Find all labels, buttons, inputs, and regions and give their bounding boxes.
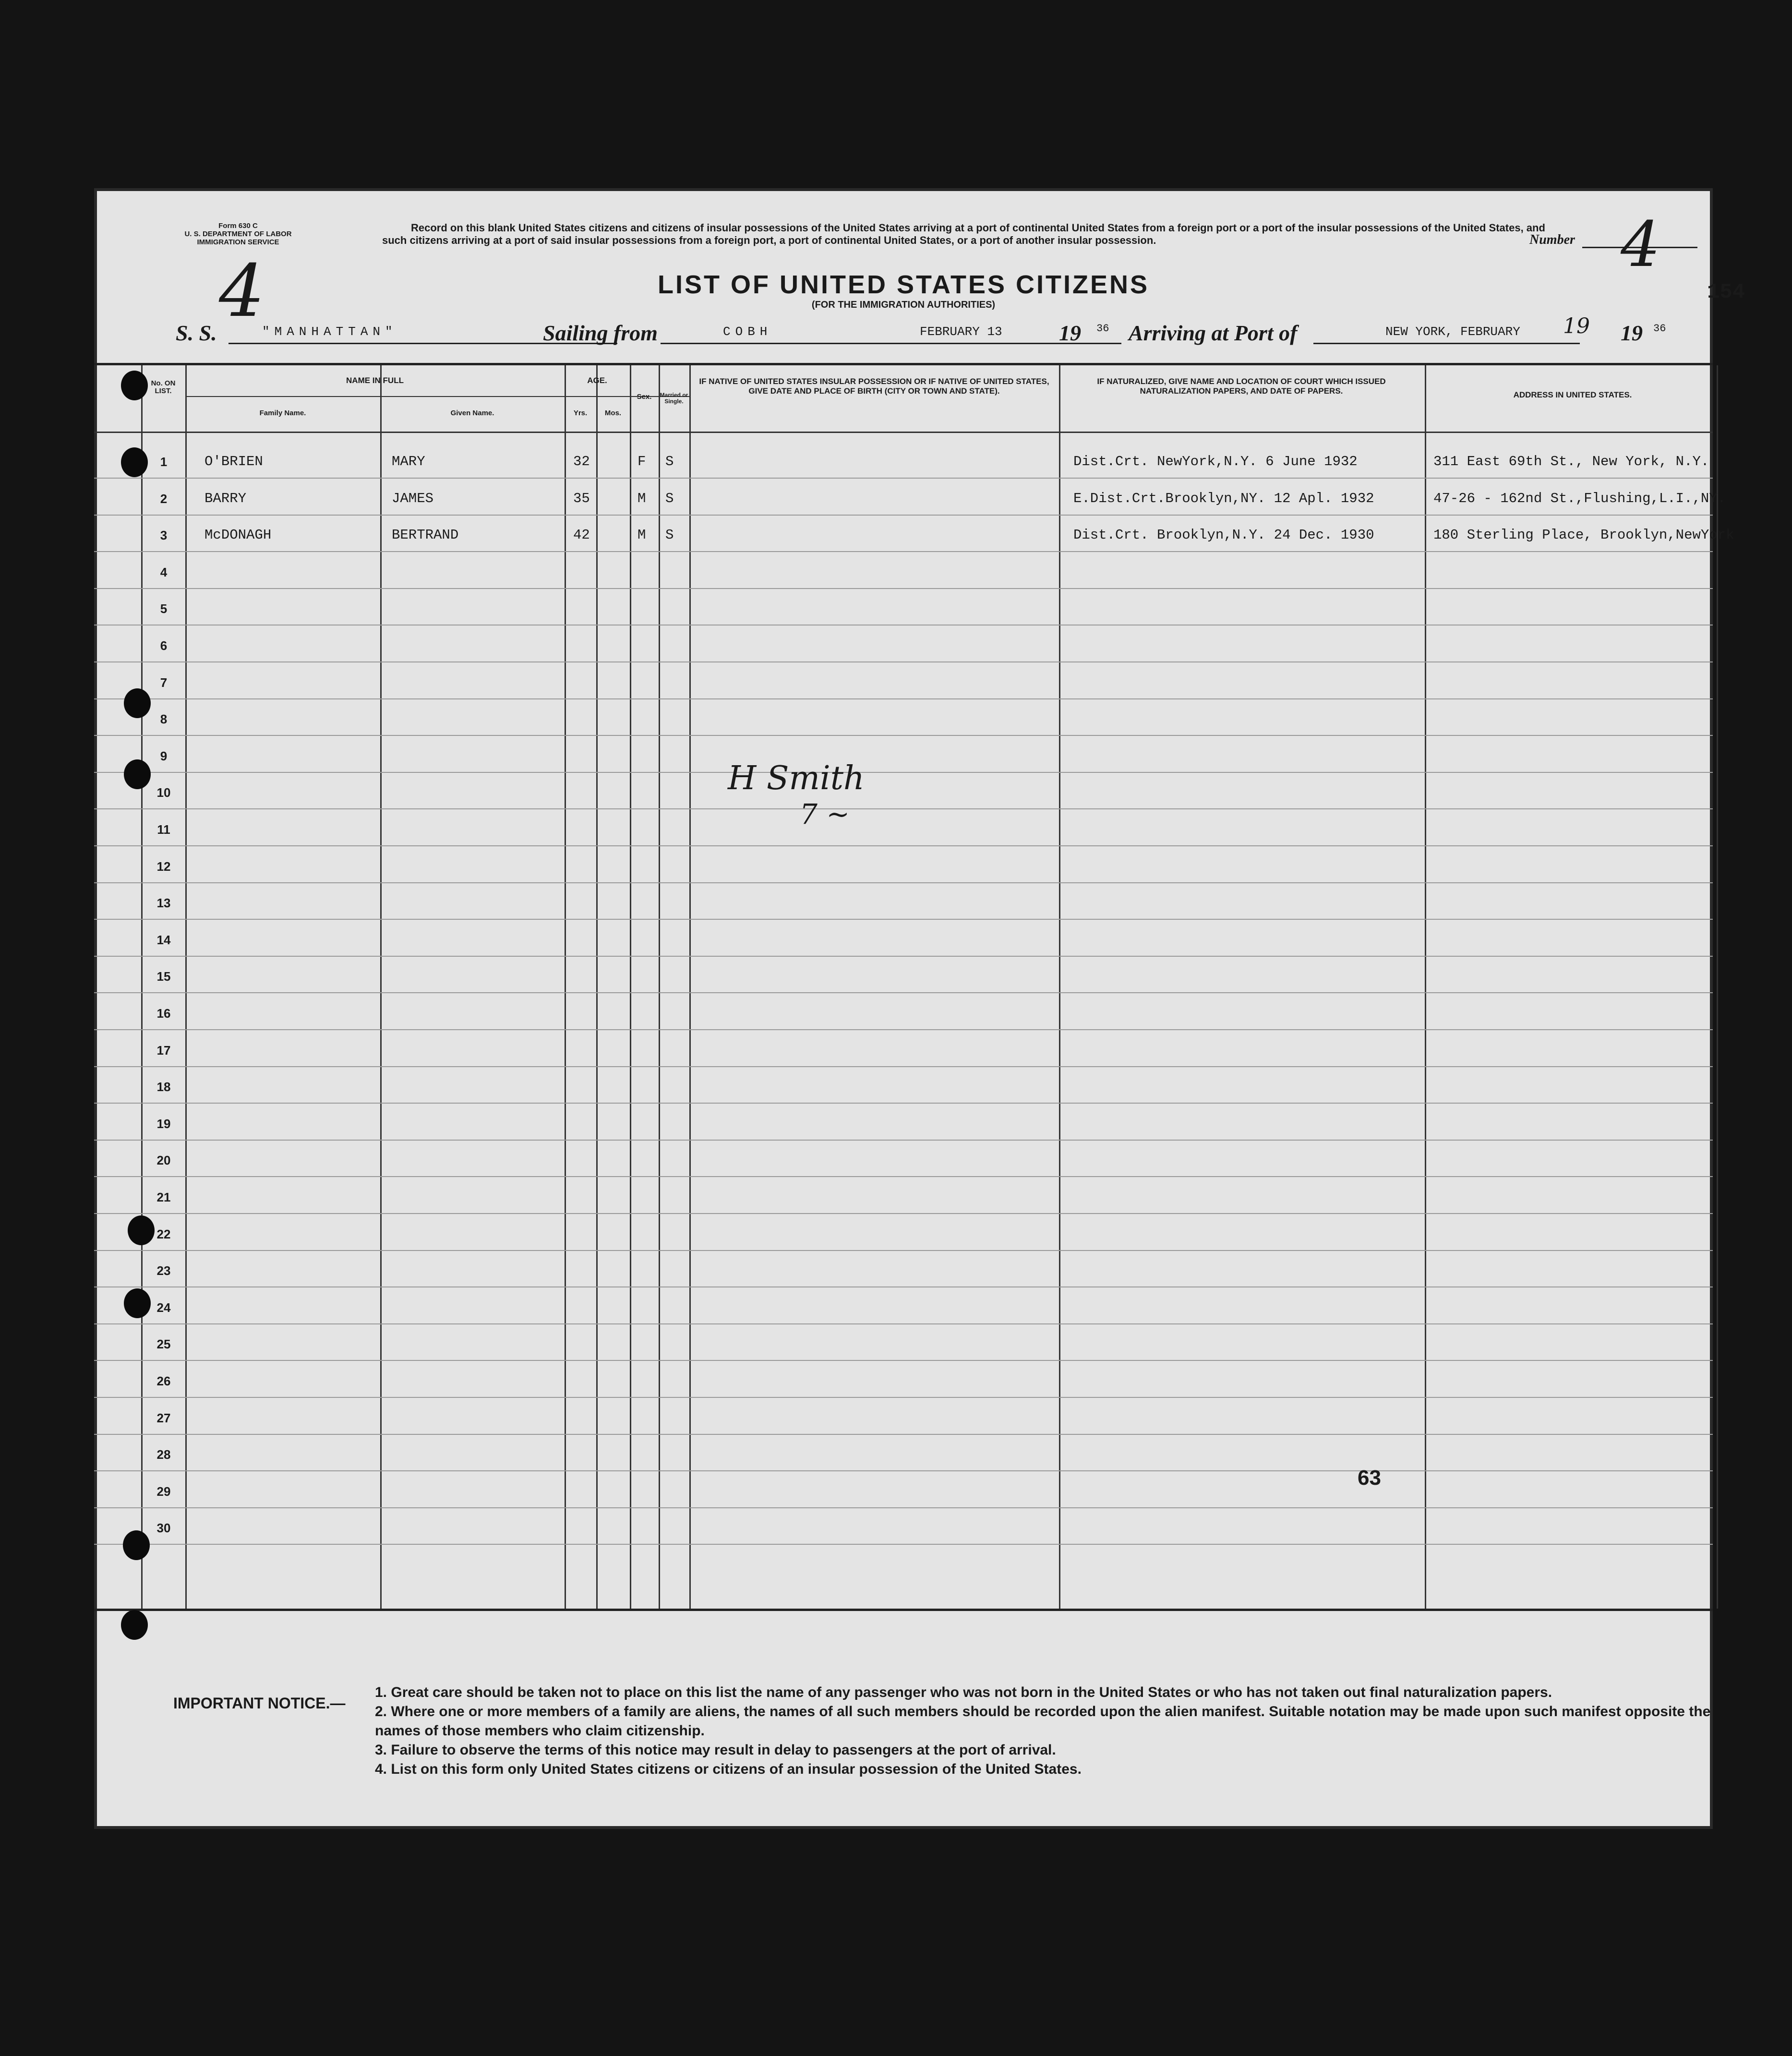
department-name: U. S. DEPARTMENT OF LABOR bbox=[184, 230, 292, 238]
row-number: 29 bbox=[156, 1484, 171, 1499]
sex-cell: F bbox=[637, 454, 646, 469]
row-number: 6 bbox=[160, 638, 168, 653]
row-number: 16 bbox=[156, 1006, 171, 1021]
row-rule bbox=[94, 1507, 1713, 1508]
inspector-signature-note: 7 ~ bbox=[800, 798, 850, 830]
row-number: 4 bbox=[160, 565, 168, 579]
binder-hole bbox=[121, 447, 148, 477]
row-rule bbox=[94, 1213, 1713, 1214]
naturalization-court-cell: E.Dist.Crt.Brooklyn,NY. 12 Apl. 1932 bbox=[1073, 490, 1374, 506]
manifest-table bbox=[94, 363, 1734, 1611]
row-number: 7 bbox=[160, 675, 168, 690]
header-name-in-full: NAME IN FULL bbox=[346, 376, 404, 385]
row-number: 27 bbox=[156, 1410, 171, 1425]
record-instructions: Record on this blank United States citizens and citizens of insular possessions of the United States arriving at a port of continental United States from a foreign port or a port of the insular possessions of the United States, and such citizens arriving at a port of said insular possessions from a foreign port, a port of continental United States, or a port of another insular possession. bbox=[382, 222, 1545, 246]
family-name-cell: BARRY bbox=[204, 490, 247, 506]
row-number: 13 bbox=[156, 896, 171, 911]
header-age: AGE. bbox=[587, 376, 607, 385]
row-rule bbox=[94, 1397, 1713, 1398]
row-number: 17 bbox=[156, 1043, 171, 1058]
given-name-cell: MARY bbox=[392, 454, 425, 469]
header-married-single: Married or Single. bbox=[660, 392, 688, 405]
header-address: ADDRESS IN UNITED STATES. bbox=[1513, 390, 1632, 399]
notice-item-3: 3. Failure to observe the terms of this notice may result in delay to passengers at the port of arrival. bbox=[375, 1742, 1056, 1758]
family-name-cell: O'BRIEN bbox=[204, 454, 263, 469]
arrive-day: 19 bbox=[1563, 314, 1590, 338]
age-years-cell: 42 bbox=[573, 527, 590, 543]
row-rule bbox=[94, 1066, 1713, 1067]
service-name: IMMIGRATION SERVICE bbox=[197, 238, 279, 246]
form-subtitle: (FOR THE IMMIGRATION AUTHORITIES) bbox=[811, 300, 996, 310]
sailing-label: Sailing from bbox=[543, 321, 658, 345]
form-identifier bbox=[152, 222, 325, 246]
row-rule bbox=[94, 588, 1713, 589]
sail-year-suffix: 36 bbox=[1096, 323, 1109, 335]
naturalization-court-cell: Dist.Crt. NewYork,N.Y. 6 June 1932 bbox=[1073, 454, 1358, 469]
naturalization-court-cell: Dist.Crt. Brooklyn,N.Y. 24 Dec. 1930 bbox=[1073, 527, 1374, 543]
given-name-cell: BERTRAND bbox=[392, 527, 459, 543]
row-number: 30 bbox=[156, 1521, 171, 1536]
binder-hole bbox=[124, 1288, 151, 1318]
age-years-cell: 35 bbox=[573, 490, 590, 506]
row-rule bbox=[94, 1544, 1713, 1545]
row-number: 25 bbox=[156, 1337, 171, 1352]
row-rule bbox=[94, 882, 1713, 883]
header-yrs: Yrs. bbox=[573, 409, 588, 417]
port-from: COBH bbox=[723, 325, 772, 339]
row-number: 11 bbox=[157, 822, 170, 837]
row-number: 22 bbox=[156, 1226, 171, 1241]
notice-item-4: 4. List on this form only United States citizens or citizens of an insular possession of the United States. bbox=[375, 1761, 1082, 1777]
notice-title: IMPORTANT NOTICE.— bbox=[173, 1695, 346, 1712]
binder-hole bbox=[121, 371, 148, 400]
given-name-cell: JAMES bbox=[392, 490, 434, 506]
binder-hole bbox=[123, 1530, 150, 1560]
row-number: 5 bbox=[160, 601, 168, 616]
row-number: 8 bbox=[160, 712, 168, 727]
row-number: 10 bbox=[156, 785, 171, 800]
marital-status-cell: S bbox=[665, 490, 674, 506]
row-number: 23 bbox=[156, 1263, 171, 1278]
binder-hole bbox=[124, 688, 151, 718]
header-given-name: Given Name. bbox=[450, 409, 494, 417]
row-rule bbox=[94, 1360, 1713, 1361]
row-rule bbox=[94, 1434, 1713, 1435]
handwritten-list-number: 4 bbox=[1621, 208, 1660, 281]
row-number: 1 bbox=[160, 455, 168, 469]
row-rule bbox=[94, 1029, 1713, 1030]
row-number: 18 bbox=[156, 1080, 171, 1094]
header-native: IF NATIVE OF UNITED STATES INSULAR POSSESSION OR IF NATIVE OF UNITED STATES, GIVE DATE AND PLACE OF BIRTH (CITY OR TOWN AND STATE). bbox=[699, 377, 1049, 396]
notice-item-1: 1. Great care should be taken not to place on this list the name of any passenger who was not born in the United States or who has not taken out final naturalization papers. bbox=[375, 1684, 1552, 1700]
header-no: No. ON LIST. bbox=[151, 379, 176, 395]
arrive-year-suffix: 36 bbox=[1653, 323, 1666, 335]
row-number: 15 bbox=[156, 969, 171, 984]
stamp-number: 63 bbox=[1358, 1466, 1381, 1490]
binder-hole bbox=[124, 759, 151, 789]
marital-status-cell: S bbox=[665, 527, 674, 543]
row-number: 28 bbox=[156, 1447, 171, 1462]
row-rule bbox=[94, 551, 1713, 552]
row-rule bbox=[94, 992, 1713, 993]
row-rule bbox=[94, 661, 1713, 662]
row-rule bbox=[94, 698, 1713, 699]
row-number: 3 bbox=[160, 528, 168, 543]
row-number: 9 bbox=[160, 748, 168, 763]
row-rule bbox=[94, 1176, 1713, 1177]
row-number: 26 bbox=[156, 1374, 171, 1388]
header-family-name: Family Name. bbox=[259, 409, 306, 417]
address-cell: 47-26 - 162nd St.,Flushing,L.I.,NY. bbox=[1433, 490, 1726, 506]
row-rule bbox=[94, 845, 1713, 846]
sex-cell: M bbox=[637, 490, 646, 506]
row-number: 20 bbox=[156, 1153, 171, 1168]
ship-name: "MANHATTAN" bbox=[262, 325, 397, 339]
address-cell: 180 Sterling Place, Brooklyn,NewYork bbox=[1433, 527, 1734, 543]
age-years-cell: 32 bbox=[573, 454, 590, 469]
sex-cell: M bbox=[637, 527, 646, 543]
row-number: 2 bbox=[160, 491, 168, 506]
family-name-cell: McDONAGH bbox=[204, 527, 272, 543]
row-number: 24 bbox=[156, 1300, 171, 1315]
address-cell: 311 East 69th St., New York, N.Y. bbox=[1433, 454, 1709, 469]
sail-year-prefix: 19 bbox=[1059, 321, 1081, 345]
header-mos: Mos. bbox=[604, 409, 622, 417]
port-to: NEW YORK, FEBRUARY bbox=[1385, 325, 1520, 339]
row-rule bbox=[94, 919, 1713, 920]
row-number: 19 bbox=[156, 1116, 171, 1131]
row-rule bbox=[94, 772, 1713, 773]
row-rule bbox=[94, 956, 1713, 957]
row-number: 14 bbox=[156, 932, 171, 947]
sail-date: FEBRUARY 13 bbox=[920, 325, 1002, 339]
page-number: 154 bbox=[1707, 280, 1745, 304]
form-title: LIST OF UNITED STATES CITIZENS bbox=[658, 270, 1149, 299]
manifest-page bbox=[94, 188, 1745, 1829]
inspector-signature: H Smith bbox=[728, 759, 865, 797]
binder-hole bbox=[128, 1215, 155, 1245]
sail-date-underline bbox=[920, 343, 1121, 344]
row-number: 12 bbox=[156, 859, 171, 874]
header-naturalized: IF NATURALIZED, GIVE NAME AND LOCATION OF COURT WHICH ISSUED NATURALIZATION PAPERS, AND DATE OF PAPERS. bbox=[1097, 377, 1386, 396]
number-label: Number bbox=[1529, 232, 1575, 247]
row-rule bbox=[94, 1103, 1713, 1104]
form-number: Form 630 C bbox=[218, 222, 258, 230]
row-rule bbox=[94, 515, 1713, 516]
row-rule bbox=[94, 1323, 1713, 1324]
row-number: 21 bbox=[156, 1190, 171, 1204]
binder-hole bbox=[121, 1610, 148, 1640]
row-rule bbox=[94, 1250, 1713, 1251]
row-rule bbox=[94, 478, 1713, 479]
ss-label: S. S. bbox=[176, 321, 217, 345]
port-to-underline bbox=[1313, 343, 1580, 344]
marital-status-cell: S bbox=[665, 454, 674, 469]
handwritten-corner-number: 4 bbox=[219, 250, 265, 333]
notice-item-2: 2. Where one or more members of a family are aliens, the names of all such members should be recorded upon the alien manifest. Suitable notation may be made upon such manifest opposite the names of those members who claim citizenship. bbox=[375, 1704, 1711, 1739]
arriving-label: Arriving at Port of bbox=[1129, 321, 1298, 345]
row-rule bbox=[94, 808, 1713, 809]
arrive-year-prefix: 19 bbox=[1621, 321, 1643, 345]
row-rule bbox=[94, 1470, 1713, 1471]
row-rule bbox=[94, 1140, 1713, 1141]
header-sex: Sex. bbox=[637, 393, 652, 401]
row-rule bbox=[94, 735, 1713, 736]
